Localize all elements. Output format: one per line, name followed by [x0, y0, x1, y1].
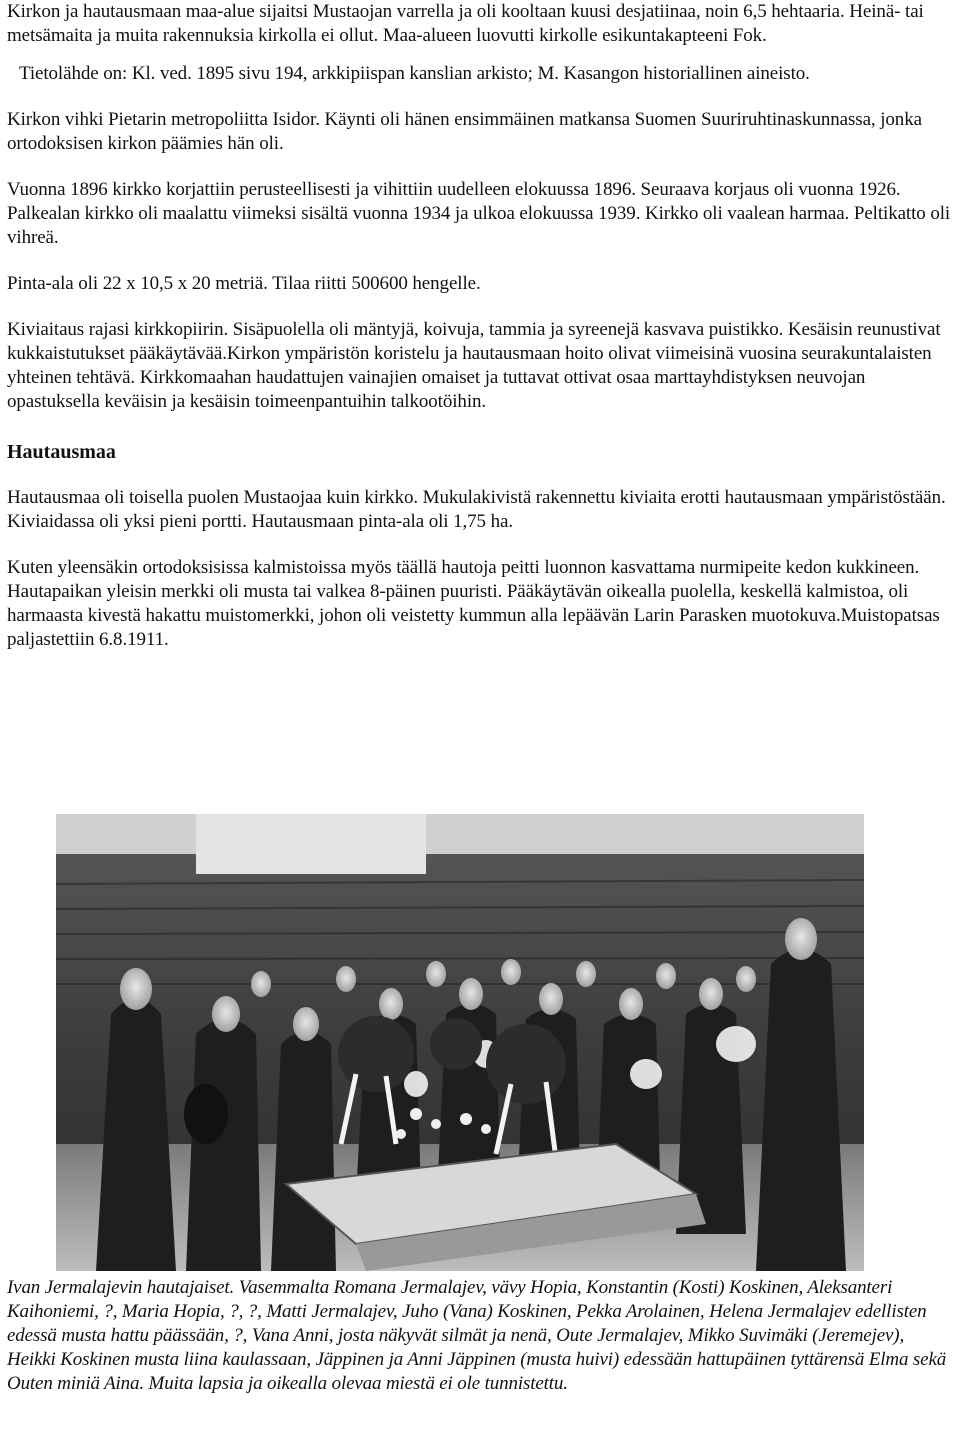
- paragraph-consecration: Kirkon vihki Pietarin metropoliitta Isidor. Käynti oli hänen ensimmäinen matkansa Suomen Suuriruhtinaskunnassa, jonka ortodoksisen kirkon päämies hän oli.: [7, 109, 922, 154]
- funeral-photo: [56, 814, 864, 1271]
- paragraph-renovation: Vuonna 1896 kirkko korjattiin perusteellisesti ja vihittiin uudelleen elokuussa 1896. Seuraava korjaus oli vuonna 1926. Palkealan kirkko oli maalattu viimeksi sisältä vuonna 1934 ja ulkoa elokuussa 1939. Kirkko oli vaalean harmaa. Peltikatto oli vihreä.: [7, 179, 951, 248]
- photo-image: [56, 814, 864, 1271]
- paragraph-source: Tietolähde on: Kl. ved. 1895 sivu 194, arkkipiispan kanslian arkisto; M. Kasangon historiallinen aineisto.: [19, 63, 810, 84]
- paragraph-cemetery: Hautausmaa oli toisella puolen Mustaojaa kuin kirkko. Mukulakivistä rakennettu kiviaita erotti hautausmaan ympäristöstään. Kiviaidassa oli yksi pieni portti. Hautausmaan pinta-ala oli 1,75 ha.: [7, 487, 946, 532]
- article: [7, 0, 957, 652]
- paragraph-land-area: Kirkon ja hautausmaan maa-alue sijaitsi Mustaojan varrella ja oli kooltaan kuusi desjatiinaa, noin 6,5 hehtaaria. Heinä- tai metsämaita ja muita rakennuksia kirkolla ei ollut. Maa-alueen luovutti kirkolle esikuntakapteeni Fok.: [7, 1, 924, 46]
- paragraph-churchyard: Kiviaitaus rajasi kirkkopiirin. Sisäpuolella oli mäntyjä, koivuja, tammia ja syreenejä kasvava puistikko. Kesäisin reunustivat kukkaistutukset pääkäytävää.Kirkon ympäristön koristelu ja hautausmaan hoito olivat viimeisinä vuosina seurakuntalaisten yhteinen tehtävä. Kirkkomaahan haudattujen vainajien omaiset ja tuttavat ottivat osaa marttayhdistyksen neuvojan opastuksella keväisin ja kesäisin toimeenpantuihin talkootöihin.: [7, 319, 941, 412]
- paragraph-graves: Kuten yleensäkin ortodoksisissa kalmistoissa myös täällä hautoja peitti luonnon kasvattama nurmipeite kedon kukkineen. Hautapaikan yleisin merkki oli musta tai valkea 8-päinen puuristi. Pääkäytävän oikealla puolella, keskellä kalmistoa, oli harmaasta kivestä hakattu muistomerkki, johon oli veistetty kummun alla lepäävän Larin Parasken muotokuva.Muistopatsas paljastettiin 6.8.1911.: [7, 557, 940, 650]
- section-heading-cemetery: Hautausmaa: [7, 441, 116, 463]
- paragraph-dimensions: Pinta-ala oli 22 x 10,5 x 20 metriä. Tilaa riitti 500600 hengelle.: [7, 273, 481, 294]
- photo-caption: Ivan Jermalajevin hautajaiset. Vasemmalta Romana Jermalajev, vävy Hopia, Konstantin (Kosti) Koskinen, Aleksanteri Kaihoniemi, ?, Maria Hopia, ?, ?, Matti Jermalajev, Juho (Vana) Koskinen, Pekka Arolainen, Helena Jermalajev edellisten edessä musta hattu päässään, ?, Vana Anni, josta näkyvät silmät ja nenä, Oute Jermalajev, Mikko Suvimäki (Jeremejev), Heikki Koskinen musta liina kaulassaan, Jäppinen ja Anni Jäppinen (musta huivi) edessään hattupäinen tyttärensä Elma sekä Outen miniä Aina. Muita lapsia ja oikealla olevaa miestä ei ole tunnistettu.: [7, 1277, 947, 1394]
